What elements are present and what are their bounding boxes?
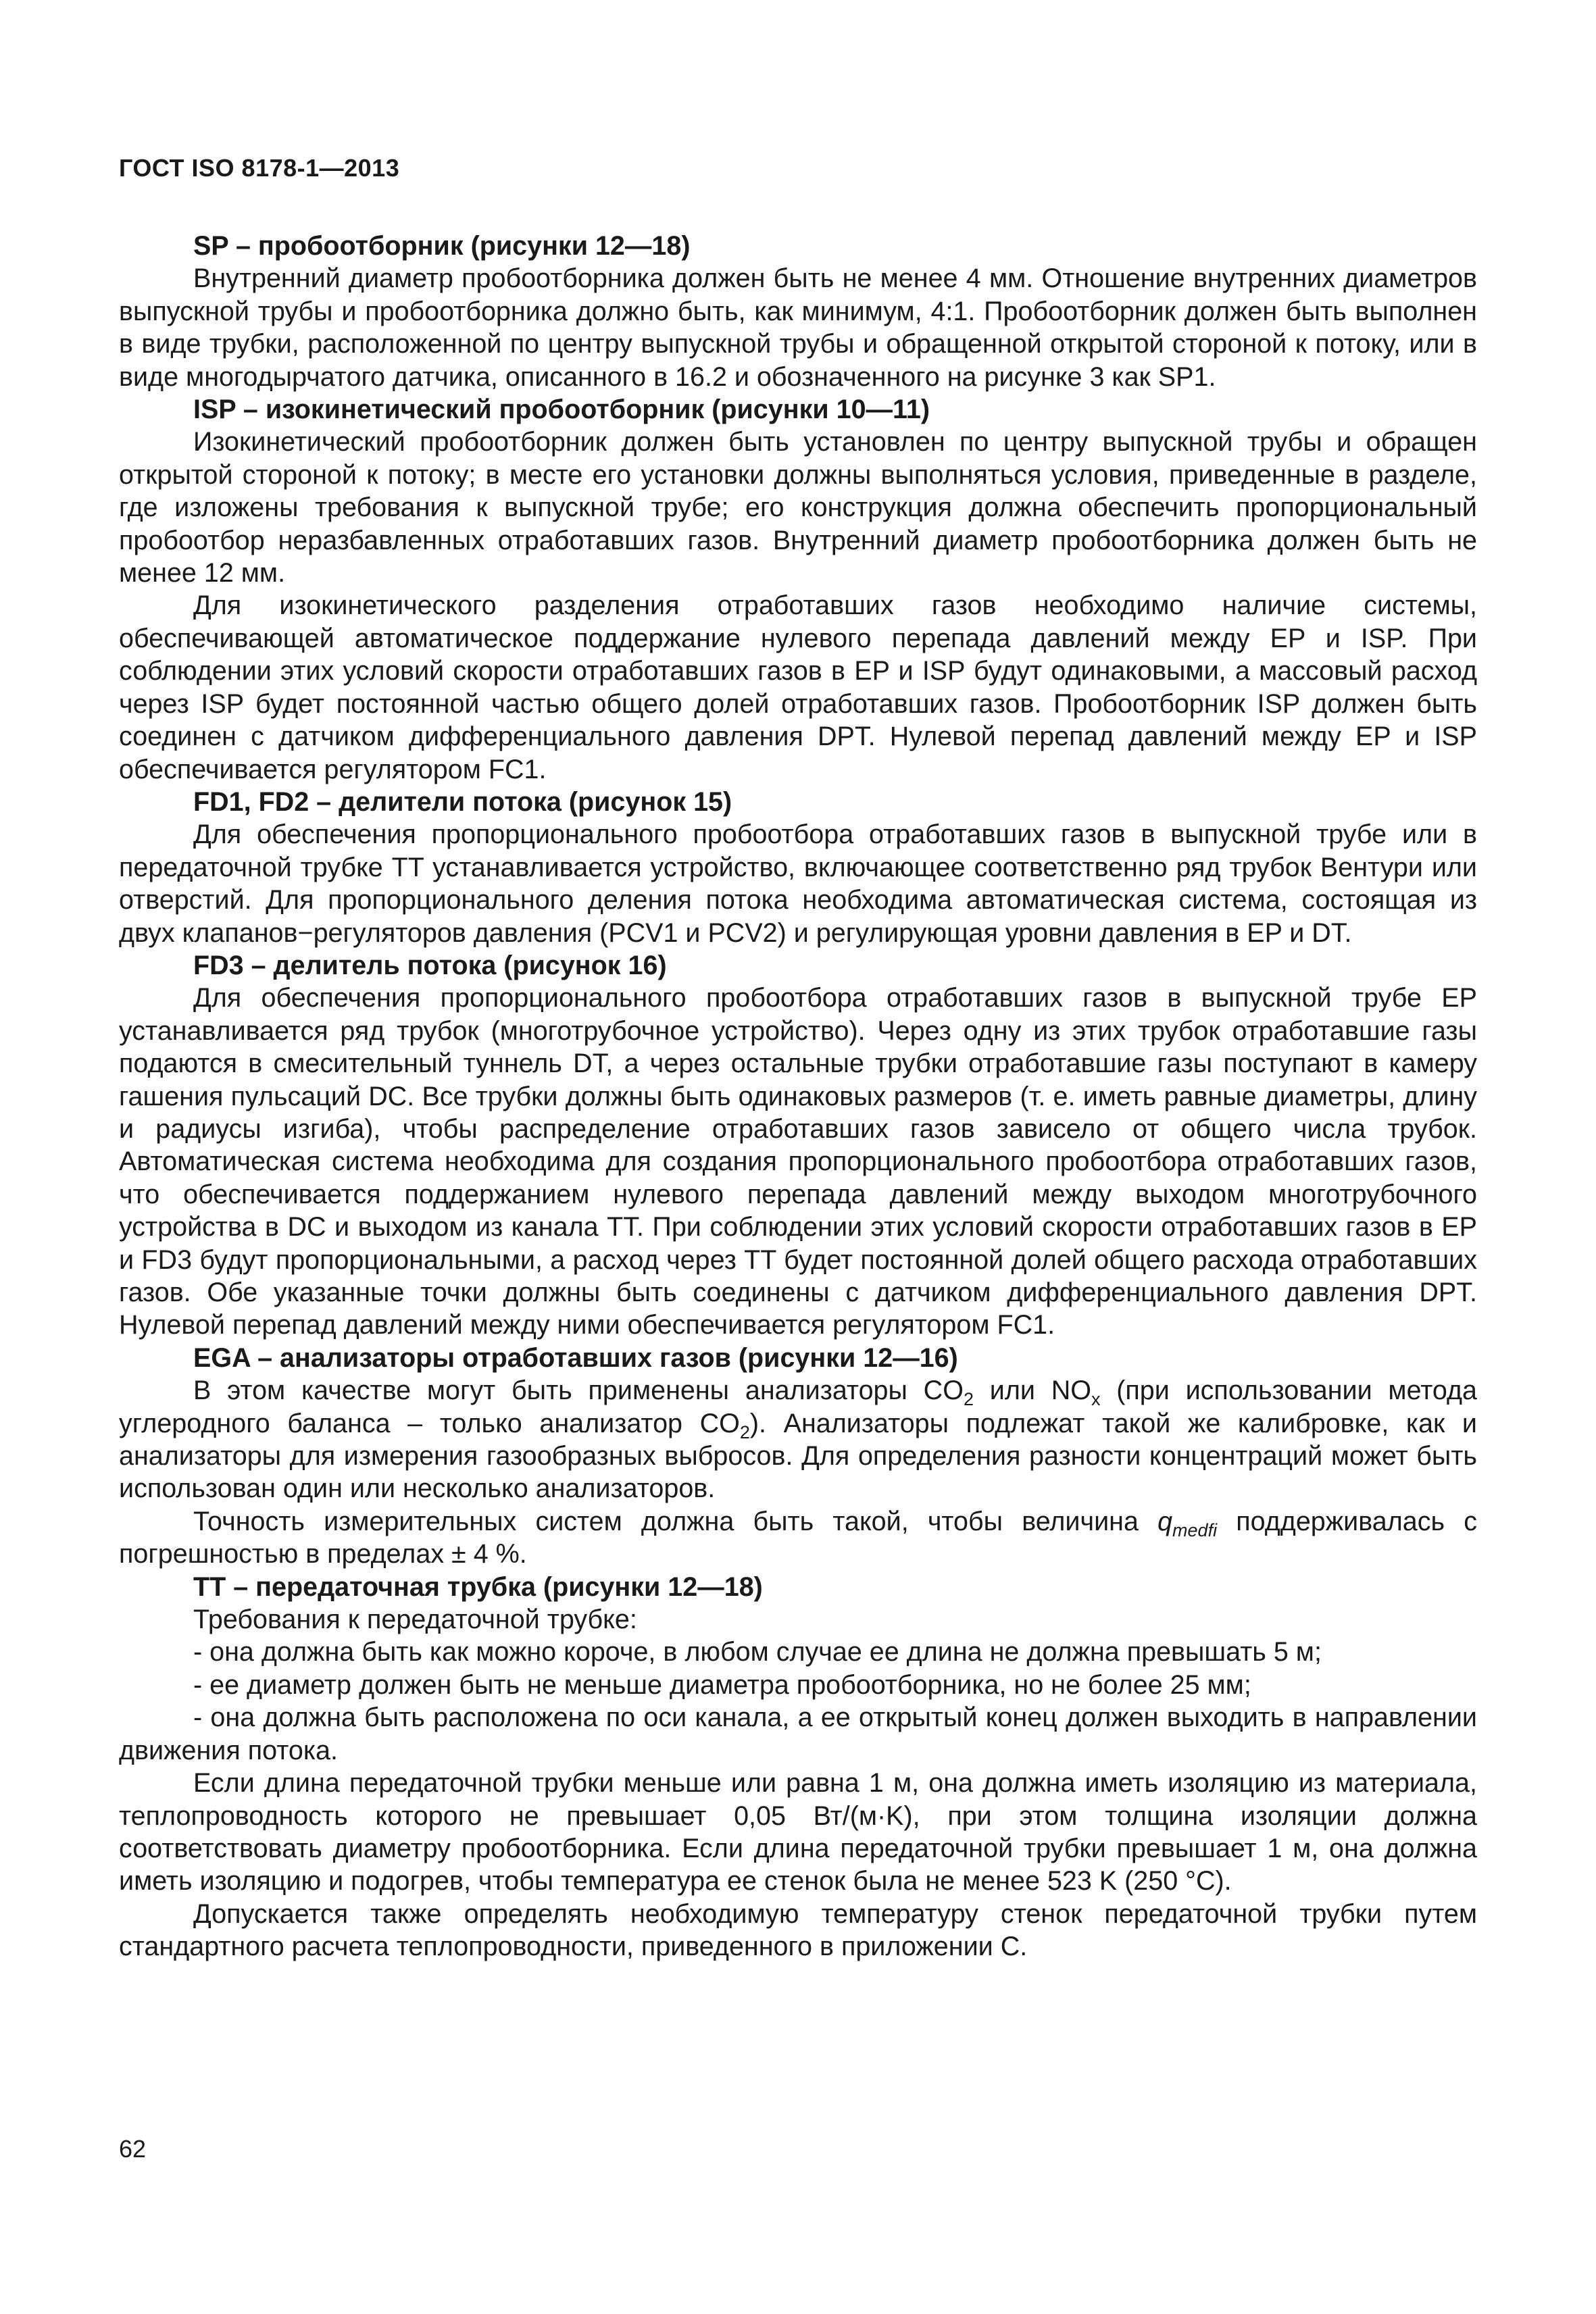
section-heading-fd3: FD3 – делитель потока (рисунок 16) xyxy=(193,950,667,980)
document-header: ГОСТ ISO 8178-1—2013 xyxy=(119,154,400,182)
section-heading-fd12: FD1, FD2 – делители потока (рисунок 15) xyxy=(193,786,732,817)
list-item: - она должна быть расположена по оси канала, а ее открытый конец должен выходить в направлении движения потока. xyxy=(119,1703,1477,1765)
section-heading-ega: EGA – анализаторы отработавших газов (рисунки 12—16) xyxy=(193,1342,958,1373)
paragraph: Требования к передаточной трубке: xyxy=(193,1605,637,1635)
paragraph: Точность измерительных систем должна быть такой, чтобы величина $q_{medfi}$ поддерживалась с погрешностью в пределах ± 4 %. xyxy=(119,1506,1477,1569)
paragraph: Допускается также определять необходимую температуру стенок передаточной трубки путем стандартного расчета теплопроводности, приведенного в приложении C. xyxy=(119,1898,1477,1962)
list-item: - ее диаметр должен быть не меньше диаметра пробоотборника, но не более 25 мм; xyxy=(193,1669,1251,1700)
paragraph: Если длина передаточной трубки меньше или равна 1 м, она должна иметь изоляцию из материала, теплопроводность которого не превышает 0,05 Вт/(м·K), при этом толщина изоляции должна соответствовать диаметру пробоотборника. Если длина передаточной трубки превышает 1 м, она должна иметь изоляцию и подогрев, чтобы температура ее стенок была не менее 523 K (250 °C). xyxy=(119,1768,1477,1896)
paragraph: В этом качестве могут быть применены анализаторы $CO_2$ или $NO_x$ (при использовании метода углеродного баланса – только анализатор $CO_2$). Анализаторы подлежат такой же калибровке, как и анализаторы для измерения газообразных выбросов. Для определения разности концентраций может быть использован один или несколько анализаторов. xyxy=(119,1376,1477,1504)
section-heading-isp: ISP – изокинетический пробоотборник (рисунки 10—11) xyxy=(193,395,930,425)
formula-symbol: q xyxy=(1157,1506,1173,1536)
paragraph: Внутренний диаметр пробоотборника должен быть не менее 4 мм. Отношение внутренних диаметров выпускной трубы и пробоотборника должно быть, как минимум, 4:1. Пробоотборник должен быть выполнен в виде трубки, расположенной по центру выпускной трубы и обращенной открытой стороной к потоку, или в виде многодырчатого датчика, описанного в 16.2 и обозначенного на рисунке 3 как SP1. xyxy=(119,263,1477,392)
list-item: - она должна быть как можно короче, в любом случае ее длина не должна превышать 5 м; xyxy=(193,1637,1322,1667)
paragraph: Для обеспечения пропорционального пробоотбора отработавших газов в выпускной трубе или в передаточной трубке TT устанавливается устройство, включающее соответственно ряд трубок Вентури или отверстий. Для пропорционального деления потока необходима автоматическая система, состоящая из двух клапанов−регуляторов давления (PCV1 и PCV2) и регулирующая уровни давления в EP и DT. xyxy=(119,820,1477,948)
section-heading-tt: TT – передаточная трубка (рисунки 12—18) xyxy=(193,1571,763,1602)
page-number: 62 xyxy=(119,2135,147,2163)
paragraph: Для обеспечения пропорционального пробоотбора отработавших газов в выпускной трубе EP устанавливается ряд трубок (многотрубочное устройство). Через одну из этих трубок отработавшие газы подаются в смесительный туннель DT, а через остальные трубки отработавшие газы поступают в камеру гашения пульсаций DC. Все трубки должны быть одинаковых размеров (т. е. иметь равные диаметры, длину и радиусы изгиба), чтобы распределение отработавших газов зависело от общего числа трубок. Автоматическая система необходима для создания пропорционального пробоотбора отработавших газов, что обеспечивается поддержанием нулевого перепада давлений между выходом многотрубочного устройства в DC и выходом из канала TT. При соблюдении этих условий скорости отработавших газов в EP и FD3 будут пропорциональными, а расход через TT будет постоянной долей общего расхода отработавших газов. Обе указанные точки должны быть соединены с датчиком дифференциального давления DPT. Нулевой перепад давлений между ними обеспечивается регулятором FC1. xyxy=(119,983,1477,1340)
section-heading-sp: SP – пробоотборник (рисунки 12—18) xyxy=(193,231,691,261)
document-body xyxy=(119,230,1477,1963)
paragraph: Для изокинетического разделения отработавших газов необходимо наличие системы, обеспечивающей автоматическое поддержание нулевого перепада давлений между EP и ISP. При соблюдении этих условий скорости отработавших газов в EP и ISP будут одинаковыми, а массовый расход через ISP будет постоянной частью общего долей отработавших газов. Пробоотборник ISP должен быть соединен с датчиком дифференциального давления DPT. Нулевой перепад давлений между EP и ISP обеспечивается регулятором FC1. xyxy=(119,590,1477,784)
paragraph: Изокинетический пробоотборник должен быть установлен по центру выпускной трубы и обращен открытой стороной к потоку; в месте его установки должны выполняться условия, приведенные в разделе, где изложены требования к выпускной трубе; его конструкция должна обеспечить пропорциональный пробоотбор неразбавленных отработавших газов. Внутренний диаметр пробоотборника должен быть не менее 12 мм. xyxy=(119,427,1477,588)
